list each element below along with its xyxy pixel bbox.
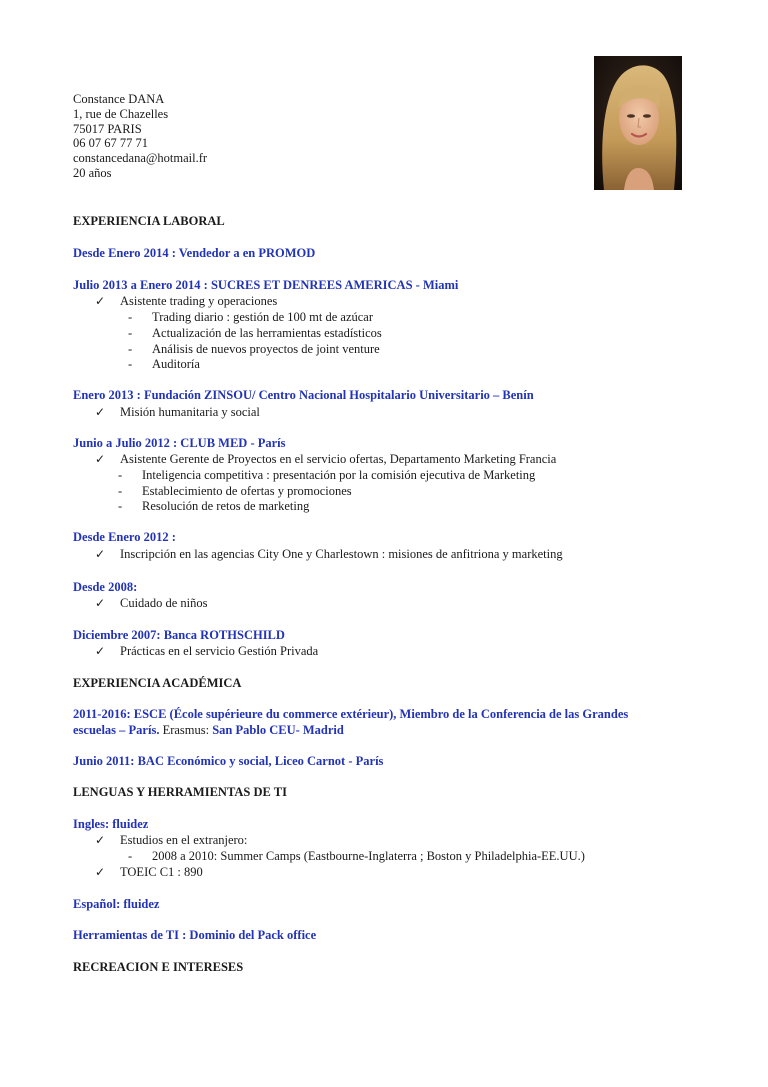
list-item: - Establecimiento de ofertas y promociones	[118, 484, 352, 498]
english-toeic: ✓ TOEIC C1 : 890	[95, 865, 203, 879]
checkmark-icon: ✓	[95, 452, 106, 466]
checkmark-icon: ✓	[95, 596, 106, 610]
list-item: - Análisis de nuevos proyectos de joint venture	[128, 342, 380, 356]
checkmark-icon: ✓	[95, 547, 106, 561]
job-rothschild-role: ✓ Prácticas en el servicio Gestión Privada	[95, 644, 319, 658]
job-since-2008: Desde 2008:	[73, 580, 138, 594]
academic-esce-line2: escuelas – París. Erasmus: San Pablo CEU- Madrid	[73, 723, 344, 737]
job-sucres: Julio 2013 a Enero 2014 : SUCRES ET DENREES AMERICAS - Miami	[73, 278, 459, 292]
contact-phone: 06 07 67 77 71	[73, 136, 148, 151]
job-since-2012-role: ✓ Inscripción en las agencias City One y Charlestown : misiones de anfitriona y marketing	[95, 547, 563, 561]
section-academic: EXPERIENCIA ACADÉMICA	[73, 676, 242, 690]
list-item: - Actualización de las herramientas estadísticos	[128, 326, 382, 340]
list-item: - 2008 a 2010: Summer Camps (Eastbourne-Inglaterra ; Boston y Philadelphia-EE.UU.)	[128, 849, 585, 863]
list-item: - Trading diario : gestión de 100 mt de azúcar	[128, 310, 374, 324]
job-zinsou-role: ✓ Misión humanitaria y social	[95, 405, 260, 419]
contact-street: 1, rue de Chazelles	[73, 106, 169, 121]
checkmark-icon: ✓	[95, 644, 106, 658]
contact-block	[73, 92, 207, 181]
english-studies: ✓ Estudios en el extranjero:	[95, 833, 248, 847]
job-clubmed: Junio a Julio 2012 : CLUB MED - París	[73, 436, 286, 450]
job-promod: Desde Enero 2014 : Vendedor a en PROMOD	[73, 246, 316, 260]
profile-photo	[594, 56, 682, 190]
contact-city: 75017 PARIS	[73, 121, 142, 136]
job-zinsou: Enero 2013 : Fundación ZINSOU/ Centro Nacional Hospitalario Universitario – Benín	[73, 388, 534, 402]
checkmark-icon: ✓	[95, 865, 106, 879]
job-since-2012: Desde Enero 2012 :	[73, 530, 176, 544]
checkmark-icon: ✓	[95, 833, 106, 847]
job-sucres-role-text: Asistente trading y operaciones	[120, 294, 278, 308]
checkmark-icon: ✓	[95, 294, 106, 308]
job-sucres-role	[95, 294, 277, 309]
academic-esce-line1: 2011-2016: ESCE (École supérieure du commerce extérieur), Miembro de la Conferencia de las Grandes	[73, 707, 629, 721]
section-languages: LENGUAS Y HERRAMIENTAS DE TI	[73, 785, 287, 799]
contact-age: 20 años	[73, 165, 112, 180]
checkmark-icon: ✓	[95, 405, 106, 419]
section-work: EXPERIENCIA LABORAL	[73, 214, 225, 228]
language-english: Ingles: fluidez	[73, 817, 149, 831]
portrait-image	[594, 56, 682, 190]
job-since-2008-role: ✓ Cuidado de niños	[95, 596, 208, 610]
job-clubmed-role: ✓ Asistente Gerente de Proyectos en el servicio ofertas, Departamento Marketing Francia	[95, 452, 557, 466]
contact-email: constancedana@hotmail.fr	[73, 151, 208, 166]
list-item: - Inteligencia competitiva : presentación por la comisión ejecutiva de Marketing	[118, 468, 536, 482]
academic-bac: Junio 2011: BAC Económico y social, Liceo Carnot - París	[73, 754, 384, 768]
list-item: - Auditoría	[128, 357, 200, 371]
job-rothschild: Diciembre 2007: Banca ROTHSCHILD	[73, 628, 285, 642]
section-hobbies: RECREACION E INTERESES	[73, 960, 244, 974]
contact-name: Constance DANA	[73, 92, 165, 106]
language-spanish: Español: fluidez	[73, 897, 160, 911]
it-tools: Herramientas de TI : Dominio del Pack office	[73, 928, 317, 942]
list-item: - Resolución de retos de marketing	[118, 499, 310, 513]
